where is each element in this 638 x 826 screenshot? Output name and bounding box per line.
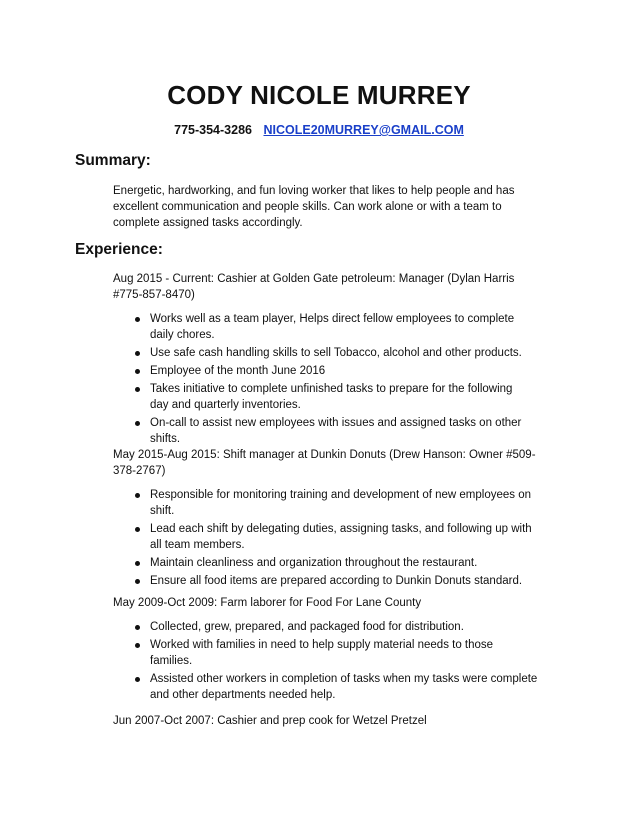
- job-title-line: Aug 2015 - Current: Cashier at Golden Gate petroleum: Manager (Dylan Harris: [113, 273, 515, 285]
- summary-line: Energetic, hardworking, and fun loving worker that likes to help people and has: [113, 185, 515, 197]
- list-item: Works well as a team player, Helps direct fellow employees to complete daily chores.: [113, 311, 543, 343]
- job-bullets: [113, 311, 543, 449]
- job-title-line: May 2015-Aug 2015: Shift manager at Dunkin Donuts (Drew Hanson: Owner #509-: [113, 449, 536, 461]
- list-item: Takes initiative to complete unfinished tasks to prepare for the following day and quarterly inventories.: [113, 381, 543, 413]
- list-item: On-call to assist new employees with issues and assigned tasks on other shifts.: [113, 415, 543, 447]
- list-item: Use safe cash handling skills to sell Tobacco, alcohol and other products.: [113, 345, 543, 361]
- email-link[interactable]: NICOLE20MURREY@GMAIL.COM: [263, 123, 464, 137]
- list-item: Ensure all food items are prepared according to Dunkin Donuts standard.: [113, 573, 543, 589]
- job-title-line: Jun 2007-Oct 2007: Cashier and prep cook for Wetzel Pretzel: [113, 715, 427, 727]
- contact-line: [0, 123, 638, 137]
- summary-text: [113, 183, 543, 231]
- job-title: [113, 595, 543, 611]
- job-bullets: [113, 619, 543, 705]
- job-title: [113, 271, 543, 303]
- job-title-line: #775-857-8470): [113, 289, 195, 301]
- summary-line: complete assigned tasks accordingly.: [113, 217, 303, 229]
- job-title-line: May 2009-Oct 2009: Farm laborer for Food For Lane County: [113, 597, 422, 609]
- list-item: Assisted other workers in completion of tasks when my tasks were complete and other departments needed help.: [113, 671, 543, 703]
- list-item: Maintain cleanliness and organization throughout the restaurant.: [113, 555, 543, 571]
- summary-line: excellent communication and people skills. Can work alone or with a team to: [113, 201, 502, 213]
- phone-number: 775-354-3286: [174, 123, 252, 137]
- list-item: Worked with families in need to help supply material needs to those families.: [113, 637, 543, 669]
- list-item: Employee of the month June 2016: [113, 363, 543, 379]
- list-item: Lead each shift by delegating duties, assigning tasks, and following up with all team members.: [113, 521, 543, 553]
- experience-heading: Experience:: [75, 241, 163, 258]
- list-item: Collected, grew, prepared, and packaged food for distribution.: [113, 619, 543, 635]
- job-title-line: 378-2767): [113, 465, 166, 477]
- job-title: [113, 713, 543, 729]
- summary-heading: Summary:: [75, 152, 151, 169]
- list-item: Responsible for monitoring training and development of new employees on shift.: [113, 487, 543, 519]
- job-title: [113, 447, 543, 479]
- applicant-name: CODY NICOLE MURREY: [167, 80, 471, 110]
- job-bullets: [113, 487, 543, 591]
